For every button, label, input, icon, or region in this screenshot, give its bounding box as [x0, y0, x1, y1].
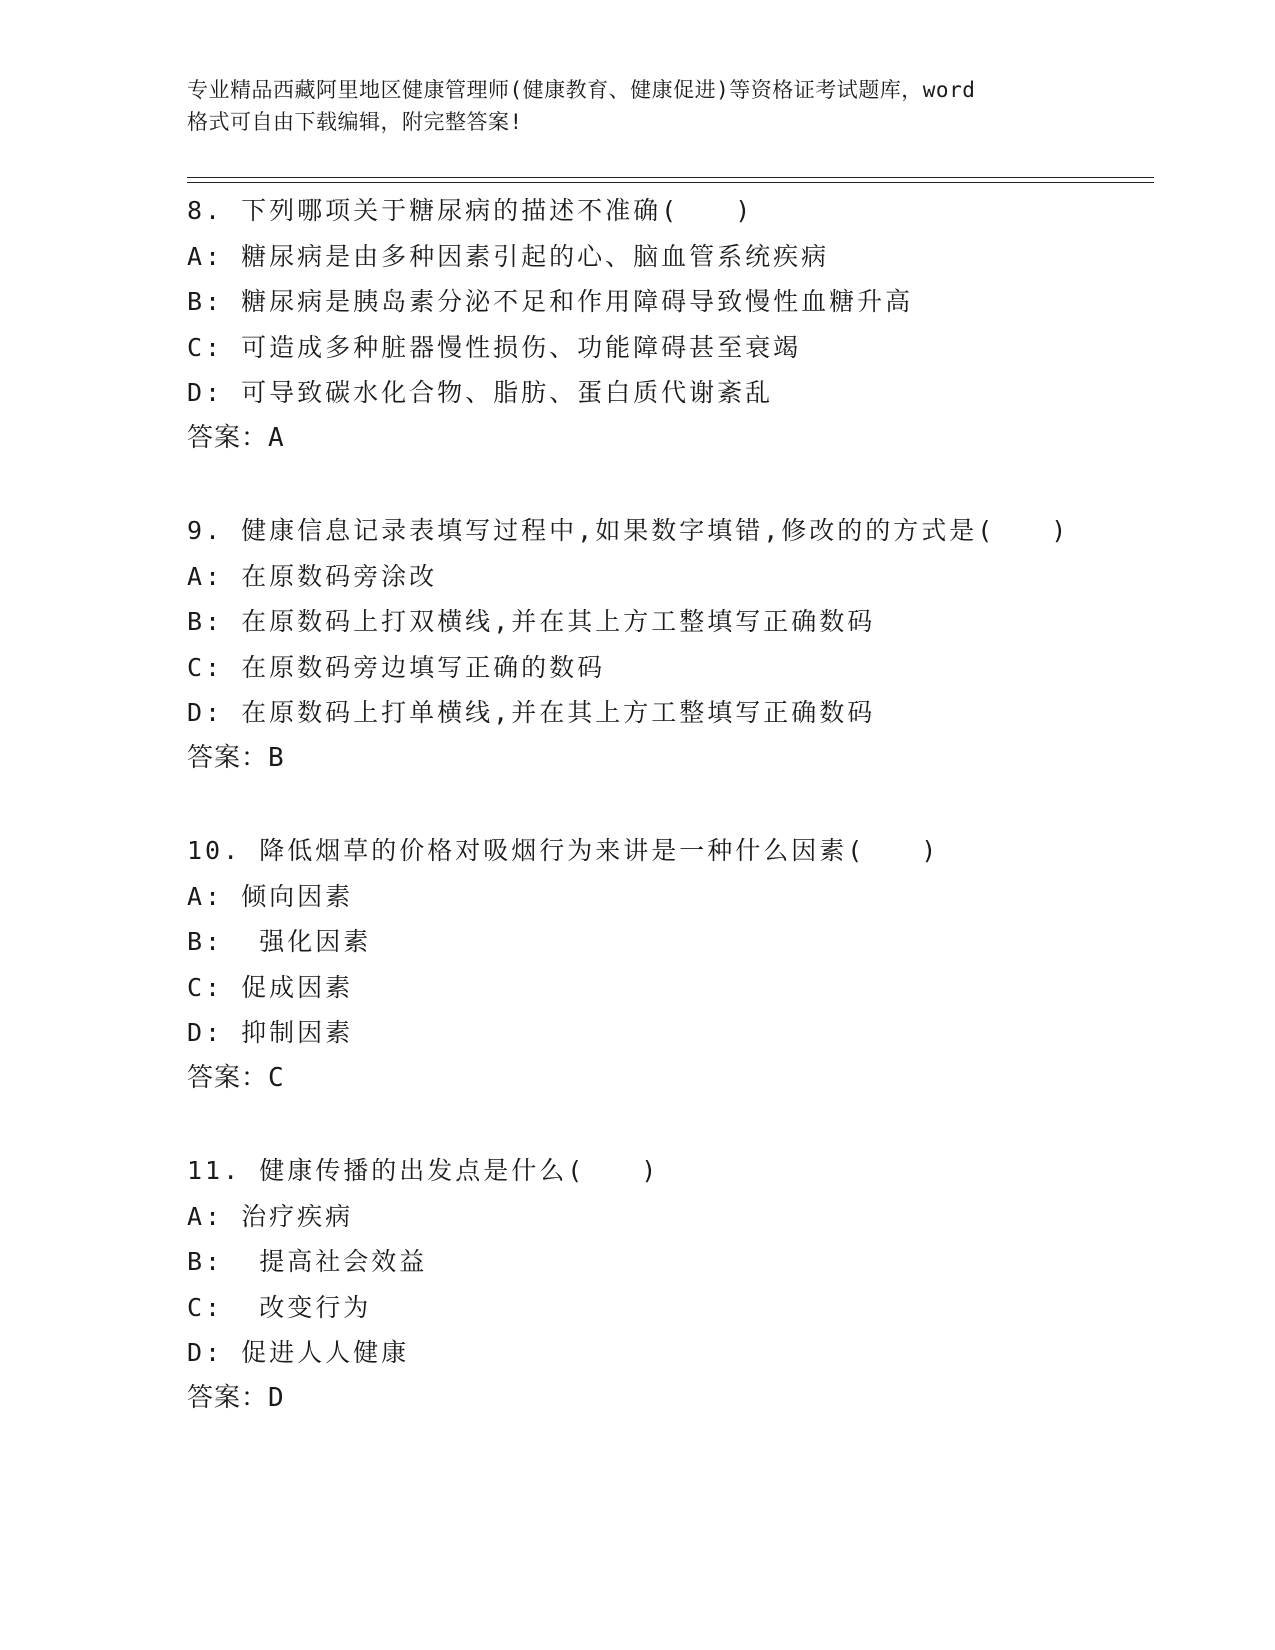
question-stem: 10. 降低烟草的价格对吸烟行为来讲是一种什么因素( ) — [187, 836, 940, 865]
option-a: A: 在原数码旁涂改 — [187, 561, 438, 591]
option-a: A: 倾向因素 — [187, 881, 354, 911]
option-c: C: 可造成多种脏器慢性损伤、功能障碍甚至衰竭 — [187, 332, 802, 362]
option-a: A: 糖尿病是由多种因素引起的心、脑血管系统疾病 — [187, 241, 830, 271]
option-d: D: 在原数码上打单横线,并在其上方工整填写正确数码 — [187, 698, 876, 727]
header-line-1: 专业精品西藏阿里地区健康管理师(健康教育、健康促进)等资格证考试题库，word — [187, 78, 976, 102]
header-divider-bottom — [187, 182, 1154, 183]
option-b: B: 强化因素 — [187, 927, 372, 956]
answer-line: 答案：A — [187, 422, 285, 453]
option-d: D: 可导致碳水化合物、脂肪、蛋白质代谢紊乱 — [187, 378, 774, 407]
question-stem: 9. 健康信息记录表填写过程中,如果数字填错,修改的的方式是( ) — [187, 516, 1070, 545]
option-c: C: 改变行为 — [187, 1292, 372, 1322]
option-c: C: 在原数码旁边填写正确的数码 — [187, 652, 606, 682]
answer-line: 答案：B — [187, 742, 285, 773]
option-a: A: 治疗疾病 — [187, 1201, 354, 1231]
option-d: D: 促进人人健康 — [187, 1338, 410, 1367]
answer-line: 答案：D — [187, 1382, 285, 1413]
question-block — [187, 508, 1147, 781]
option-b: B: 糖尿病是胰岛素分泌不足和作用障碍导致慢性血糖升高 — [187, 287, 914, 316]
option-b: B: 提高社会效益 — [187, 1247, 428, 1276]
question-stem: 11. 健康传播的出发点是什么( ) — [187, 1156, 660, 1185]
option-d: D: 抑制因素 — [187, 1018, 354, 1047]
question-block — [187, 188, 1147, 461]
answer-line: 答案：C — [187, 1062, 285, 1093]
option-c: C: 促成因素 — [187, 972, 354, 1002]
question-block — [187, 828, 1147, 1101]
option-b: B: 在原数码上打双横线,并在其上方工整填写正确数码 — [187, 607, 876, 636]
header-line-2: 格式可自由下载编辑，附完整答案! — [187, 110, 523, 134]
document-header — [187, 74, 1087, 138]
question-stem: 8. 下列哪项关于糖尿病的描述不准确( ) — [187, 196, 754, 225]
header-divider-top — [187, 177, 1154, 178]
question-block — [187, 1148, 1147, 1421]
